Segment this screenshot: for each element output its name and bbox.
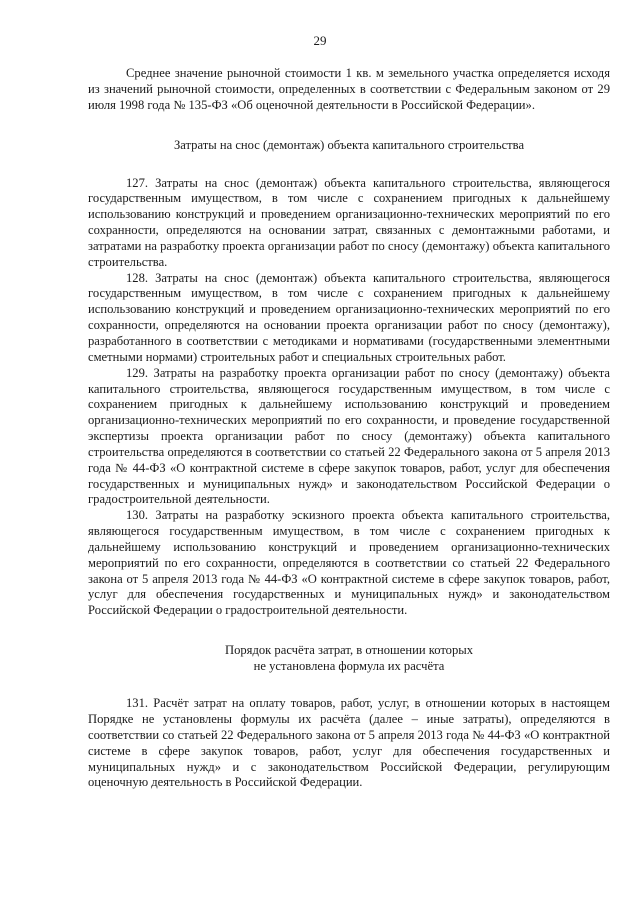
section-heading-line-1: Порядок расчёта затрат, в отношении которых — [224, 643, 474, 658]
paragraph-128: 128. Затраты на снос (демонтаж) объекта капитального строительства, являющегося государственным имуществом, в том числе с сохранением пригодных к дальнейшему использованию конструкций и проведением организационно-технических мероприятий по его сохранности, определяются на основании проекта организации работ по сносу (демонтажу), разработанного в соответствии с методиками и нормативами (государственными элементными сметными нормами) строительных работ и специальных строительных работ. — [88, 270, 610, 364]
section-heading-other-costs — [88, 642, 610, 674]
paragraph-market-value: Среднее значение рыночной стоимости 1 кв. м земельного участка определяется исходя из значений рыночной стоимости, определенных в соответствии с Федеральным законом от 29 июля 1998 года № 135-ФЗ «Об оценочной деятельности в Российской Федерации». — [88, 66, 610, 112]
paragraph-131: 131. Расчёт затрат на оплату товаров, работ, услуг, в отношении которых в настоящем Порядке не установлены формулы их расчёта (далее – иные затраты), определяются в соответствии со статьей 22 Федерального закона от 5 апреля 2013 года № 44-ФЗ «О контрактной системе в сфере закупок товаров, работ, услуг для обеспечения государственных и муниципальных нужд» и с законодательством Российской Федерации, регулирующим оценочную деятельность в Российской Федерации. — [88, 696, 610, 790]
paragraph-130: 130. Затраты на разработку эскизного проекта объекта капитального строительства, являющегося государственным имуществом, в том числе с сохранением пригодных к дальнейшему использованию конструкций и проведением организационно-технических мероприятий по его сохранности, определяются в соответствии со статьей 22 Федерального закона от 5 апреля 2013 года № 44-ФЗ «О контрактной системе в сфере закупок товаров, работ, услуг для обеспечения государственных и муниципальных нужд» и законодательством Российской Федерации о градостроительной деятельности. — [88, 508, 610, 618]
document-body — [88, 66, 610, 791]
paragraph-127: 127. Затраты на снос (демонтаж) объекта капитального строительства, являющегося государственным имуществом, в том числе с сохранением пригодных к дальнейшему использованию конструкций и проведением организационно-технических мероприятий по его сохранности, определяются на основании затрат, связанных с демонтажными работами, и затратами на разработку проекта организации работ по сносу (демонтажу) объекта капитального строительства. — [88, 175, 610, 269]
section-heading-line-2: не установлена формула их расчёта — [253, 659, 445, 674]
section-heading-demolition: Затраты на снос (демонтаж) объекта капитального строительства — [173, 137, 525, 152]
page-number: 29 — [313, 33, 327, 48]
paragraph-129: 129. Затраты на разработку проекта организации работ по сносу (демонтажу) объекта капитального строительства, являющегося государственным имуществом, в том числе с сохранением пригодных к дальнейшему использованию конструкций и проведением организационно-технических мероприятий по его сохранности, и проведение государственной экспертизы проекта организации работ по сносу (демонтажу) объекта капитального строительства определяются в соответствии со статьей 22 Федерального закона от 5 апреля 2013 года № 44-ФЗ «О контрактной системе в сфере закупок товаров, работ, услуг для обеспечения государственных и муниципальных нужд» и законодательством Российской Федерации о градостроительной деятельности. — [88, 365, 610, 507]
